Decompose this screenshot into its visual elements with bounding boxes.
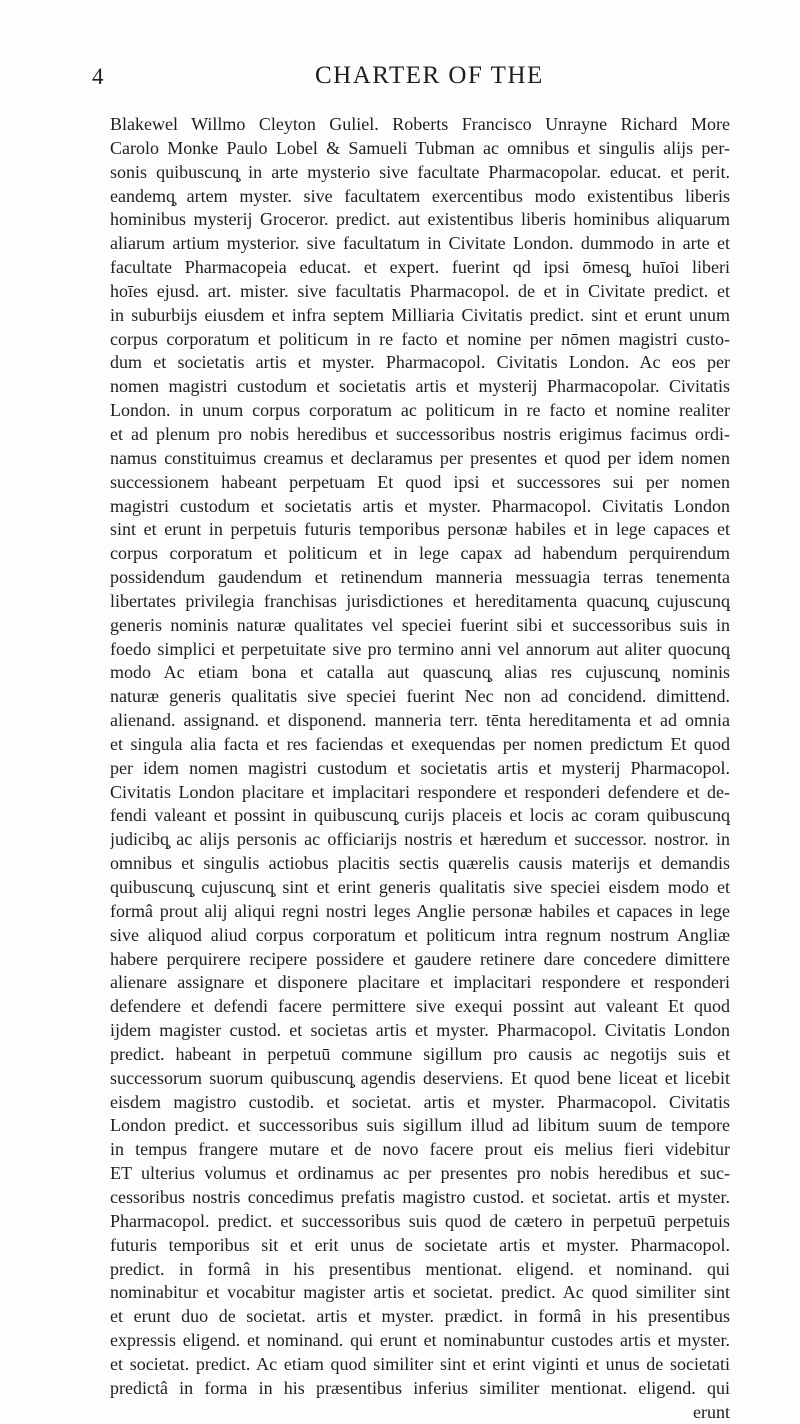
text-line: ijdem magister custod. et societas artis et myster. Pharmacopol. Civitatis London [110,1020,730,1041]
text-line: successorum suorum quibuscunq̧ agendis deserviens. Et quod bene liceat et licebit [110,1067,730,1088]
text-line: successionem habeant perpetuam Et quod ipsi et successores sui per nomen [110,471,730,492]
text-line: per idem nomen magistri custodum et societatis artis et mysterij Pharmacopol. [110,757,730,778]
text-line: magistri custodum et societatis artis et myster. Pharmacopol. Civitatis London [110,495,730,516]
charter-text [110,113,730,1424]
text-line: fendi valeant et possint in quibuscunq̧ curijs placeis et locis ac coram quibuscunq̧ [110,805,730,826]
text-line: London. in unum corpus corporatum ac politicum in re facto et nomine realiter [110,400,730,421]
text-line: in suburbijs eiusdem et infra septem Milliaria Civitatis predict. sint et erunt unum [110,304,730,325]
text-line: hoīes ejusd. art. mister. sive facultatis Pharmacopol. de et in Civitate predict. et [110,280,730,301]
text-line: sonis quibuscunq̧ in arte mysterio sive facultate Pharmacopolar. educat. et perit. [110,161,730,182]
text-line: eisdem magistro custodib. et societat. artis et myster. Pharmacopol. Civitatis [110,1091,730,1112]
text-line: aliarum artium mysterior. sive facultatum in Civitate London. dummodo in arte et [110,233,730,254]
text-line: possidendum gaudendum et retinendum manneria messuagia terras tenementa [110,567,730,588]
text-line: libertates privilegia franchisas jurisdictiones et hereditamenta quacunq̧ cujuscunq̧ [110,590,730,611]
text-line: et societat. predict. Ac etiam quod similiter sint et erint viginti et unus de societati [110,1353,730,1374]
text-line: namus constituimus creamus et declaramus per presentes et quod per idem nomen [110,447,730,468]
text-line: et ad plenum pro nobis heredibus et successoribus nostris erigimus facimus ordi- [110,423,730,444]
text-line: in tempus frangere mutare et de novo facere prout eis melius fieri videbitur [110,1139,730,1160]
text-line: naturæ generis qualitatis sive speciei fuerint Nec non ad concidend. dimittend. [110,686,730,707]
text-line: judicibq̧ ac alijs personis ac officiarijs nostris et hæredum et successor. nostror. in [110,829,730,850]
text-line: nomen magistri custodum et societatis artis et mysterij Pharmacopolar. Civitatis [110,376,730,397]
text-line: Carolo Monke Paulo Lobel & Samueli Tubman ac omnibus et singulis alijs per- [110,137,730,158]
text-line: formâ prout alij aliqui regni nostri leges Anglie personæ habiles et capaces in lege [110,900,730,921]
text-line: et singula alia facta et res faciendas et exequendas per nomen predictum Et quod [110,733,730,754]
text-line: corpus corporatum et politicum in re facto et nomine per nōmen magistri custo- [110,328,730,349]
text-line: erunt [693,1401,730,1422]
text-line: defendere et defendi facere permittere sive exequi possint aut valeant Et quod [110,996,730,1017]
text-line: nominabitur et vocabitur magister artis et societat. predict. Ac quod similiter sint [110,1282,730,1303]
text-line: alienand. assignand. et disponend. manneria terr. tēnta hereditamenta et ad omnia [110,710,730,731]
text-line: omnibus et singulis actiobus placitis sectis quærelis causis materijs et demandis [110,853,730,874]
text-line: facultate Pharmacopeia educat. et expert. fuerint qd ipsi ōmesq̧ huīoi liberi [110,257,730,278]
text-line: predict. in formâ in his presentibus mentionat. eligend. et nominand. qui [110,1258,730,1279]
text-line: dum et societatis artis et myster. Pharmacopol. Civitatis London. Ac eos per [110,352,730,373]
text-line: ET ulterius volumus et ordinamus ac per presentes pro nobis heredibus et suc- [110,1163,730,1184]
text-line: generis nominis naturæ qualitates vel speciei fuerint sibi et successoribus suis in [110,614,730,635]
text-line: predict. habeant in perpetuū commune sigillum pro causis ac negotijs suis et [110,1043,730,1064]
text-line: sint et erunt in perpetuis futuris temporibus personæ habiles et in lege capaces et [110,519,730,540]
text-line: alienare assignare et disponere placitare et implacitari respondere et responderi [110,972,730,993]
text-line: cessoribus nostris concedimus prefatis magistro custod. et societat. artis et myster. [110,1186,730,1207]
text-line: Blakewel Willmo Cleyton Guliel. Roberts Francisco Unrayne Richard More [110,114,730,134]
text-line: expressis eligend. et nominand. qui erunt et nominabuntur custodes artis et myster. [110,1330,730,1351]
text-line: futuris temporibus sit et erit unus de societate artis et myster. Pharmacopol. [110,1234,730,1255]
text-line: predictâ in forma in his præsentibus inferius similiter mentionat. eligend. qui [110,1377,730,1398]
page-number: 4 [92,64,104,89]
text-line: modo Ac etiam bona et catalla aut quascunq̧ alias res cujuscunq̧ nominis [110,662,730,683]
text-line: eandemq̧ artem myster. sive facultatem exercentibus modo existentibus liberis [110,185,730,206]
text-line: foedo simplici et perpetuitate sive pro termino anni vel annorum aut aliter quocunq̧ [110,638,730,659]
page-header [0,60,800,104]
text-line: hominibus mysterij Groceror. predict. aut existentibus liberis hominibus aliquarum [110,209,730,230]
text-line: Civitatis London placitare et implacitari respondere et responderi defendere et de- [110,781,730,802]
text-line: sive aliquod aliud corpus corporatum et politicum intra regnum nostrum Angliæ [110,924,730,945]
text-line: et erunt duo de societat. artis et myster. prædict. in formâ in his presentibus [110,1306,730,1327]
text-line: quibuscunq̧ cujuscunq̧ sint et erint generis qualitatis sive speciei eisdem modo et [110,877,730,897]
running-title: CHARTER OF THE [315,62,544,89]
text-line: Pharmacopol. predict. et successoribus suis quod de cætero in perpetuū perpetuis [110,1210,730,1231]
text-line: habere perquirere recipere possidere et gaudere retinere dare concedere dimittere [110,948,730,969]
text-line: London predict. et successoribus suis sigillum illud ad libitum suum de tempore [110,1115,730,1136]
text-line: corpus corporatum et politicum et in lege capax ad habendum perquirendum [110,543,730,564]
